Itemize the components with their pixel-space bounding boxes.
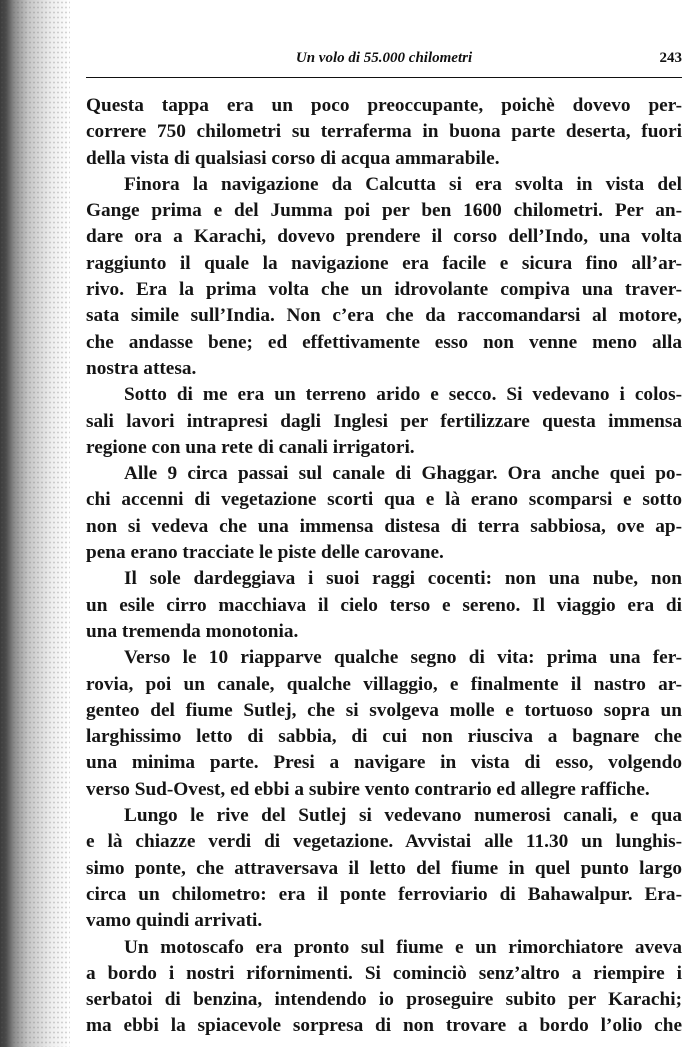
text-line: ma ebbi la spiacevole sorpresa di non trovare a bordo l’olio che [86,1015,682,1037]
text-line: a bordo i nostri rifornimenti. Si cominciò senz’altro a riempire i [86,962,682,984]
paragraph [86,461,682,566]
page-number: 243 [659,50,682,66]
text-line: Finora la navigazione da Calcutta si era svolta in vista del [124,173,682,195]
text-line: sata simile sull’India. Non c’era che da raccomandarsi al motore, [86,305,682,327]
text-line: rovia, poi un canale, qualche villaggio, e finalmente il nastro ar- [86,673,682,695]
text-line: vamo quindi arrivati. [86,910,263,932]
text-line: Sotto di me era un terreno arido e secco. Si vedevano i colos- [124,384,682,406]
paragraph [86,382,682,461]
text-line: larghissimo letto di sabbia, di cui non riusciva a bagnare che [86,726,682,748]
text-line: Gange prima e del Jumma poi per ben 1600 chilometri. Per an- [86,200,682,222]
text-line: una minima parte. Presi a navigare in vista di esso, volgendo [86,752,682,774]
running-header [86,50,682,74]
text-line: serbatoi di benzina, intendendo io proseguire subito per Karachi; [86,989,682,1011]
running-title: Un volo di 55.000 chilometri [295,50,473,66]
text-line: Lungo le rive del Sutlej si vedevano numerosi canali, e qua [124,805,682,827]
text-line: simo ponte, che attraversava il letto del fiume in quel punto largo [86,857,682,879]
paragraph [86,566,682,645]
text-line: correre 750 chilometri su terraferma in buona parte deserta, fuori [86,121,682,143]
text-line: verso Sud-Ovest, ed ebbi a subire vento contrario ed allegre raffiche. [86,778,650,800]
paragraph [86,645,682,803]
paragraph [86,93,682,172]
text-line: Alle 9 circa passai sul canale di Ghaggar. Ora anche quei po- [124,463,682,485]
text-line: sali lavori intrapresi dagli Inglesi per fertilizzare questa immensa [86,410,682,432]
text-line: Questa tappa era un poco preoccupante, poichè dovevo per- [86,95,682,116]
paragraph [86,803,682,934]
text-line: nostra attesa. [86,357,197,379]
text-line: pena erano tracciate le piste delle carovane. [86,542,444,564]
paragraph [86,935,682,1040]
text-line: Il sole dardeggiava i suoi raggi cocenti: non una nube, non [124,568,682,590]
text-line: una tremenda monotonia. [86,620,299,642]
text-line: e là chiazze verdi di vegetazione. Avvistai alle 11.30 un lunghis- [86,831,682,853]
text-line: non si vedeva che una immensa distesa di terra sabbiosa, ove ap- [86,515,682,537]
text-line: chi accenni di vegetazione scorti qua e là erano scomparsi e sotto [86,489,682,511]
header-rule [86,77,682,78]
text-line: genteo del fiume Sutlej, che si svolgeva molle e tortuoso sopra un [86,699,682,721]
scan-binding-shadow [0,0,70,1047]
text-line: Verso le 10 riapparve qualche segno di vita: prima una fer- [124,647,682,669]
text-line: che andasse bene; ed effettivamente esso non venne meno alla [86,331,682,353]
text-line: circa un chilometro: era il ponte ferroviario di Bahawalpur. Era- [86,883,682,905]
text-line: un esile cirro macchiava il cielo terso e sereno. Il viaggio era di [86,594,682,616]
text-line: regione con una rete di canali irrigatori. [86,436,415,458]
paragraph [86,172,682,382]
body-text [86,93,682,1040]
text-line: raggiunto il quale la navigazione era facile e sicura fino all’ar- [86,252,682,274]
text-line: della vista di qualsiasi corso di acqua ammarabile. [86,147,500,169]
text-line: rivo. Era la prima volta che un idrovolante compiva una traver- [86,279,682,301]
text-line: Un motoscafo era pronto sul fiume e un rimorchiatore aveva [124,936,682,958]
text-line: dare ora a Karachi, dovevo prendere il corso dell’Indo, una volta [86,226,682,248]
